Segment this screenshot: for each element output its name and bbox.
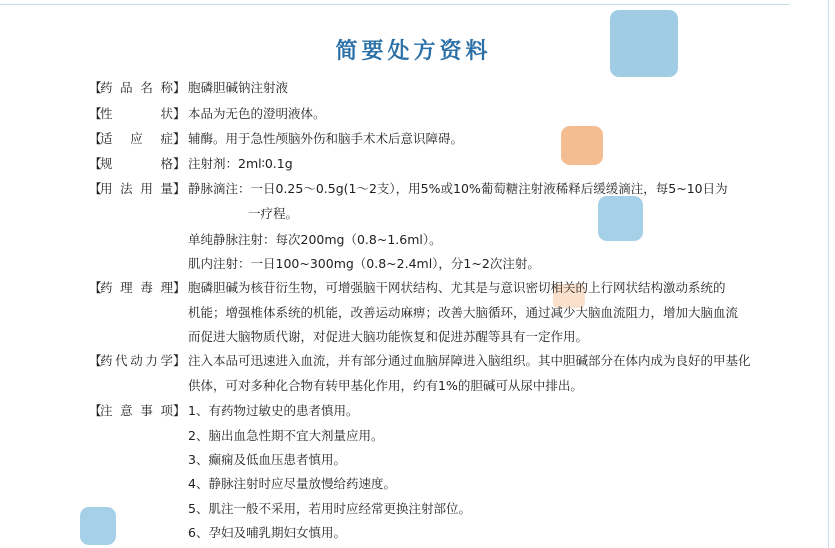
precaution-item: 4、静脉注射时应尽量放慢给药速度。: [188, 476, 396, 491]
decorative-blue-square: [80, 507, 116, 545]
document-title: 简要处方资料: [335, 39, 492, 64]
usage-line: 肌内注射：一日100~300mg（0.8~2.4ml），分1~2次注射。: [188, 256, 540, 271]
usage-line: 单纯静脉注射：每次200mg（0.8~1.6ml）。: [188, 232, 442, 247]
precaution-item: 6、孕妇及哺乳期妇女慎用。: [188, 525, 346, 540]
decorative-orange-square: [561, 126, 603, 165]
pharmacokinetics-line: 注入本品可迅速进入血流，并有部分通过血脑屏障进入脑组织。其中胆碱部分在体内成为良好的甲基化: [188, 353, 751, 368]
field-value-spec: 注射剂：2ml∶0.1g: [188, 156, 293, 171]
field-value-appearance: 本品为无色的澄明液体。: [188, 106, 326, 121]
field-value-indication: 辅酶。用于急性颅脑外伤和脑手术术后意识障碍。: [188, 131, 464, 146]
precaution-item: 3、癫痫及低血压患者慎用。: [188, 452, 346, 467]
usage-line: 一疗程。: [248, 206, 299, 221]
usage-line: 静脉滴注：一日0.25～0.5g(1～2支），用5%或10%葡萄糖注射液稀释后缓缓滴注，每5~10日为: [188, 181, 728, 196]
pharmacokinetics-line: 供体，可对多种化合物有转甲基化作用，约有1%的胆碱可从尿中排出。: [188, 378, 583, 393]
pharmacology-line: 胞磷胆碱为核苷衍生物，可增强脑干网状结构、尤其是与意识密切相关的上行网状结构激动系统的: [188, 280, 726, 295]
field-value-drug-name: 胞磷胆碱钠注射液: [188, 80, 289, 95]
pharmacology-line: 而促进大脑物质代谢，对促进大脑功能恢复和促进苏醒等具有一定作用。: [188, 329, 589, 344]
precaution-item: 5、肌注一般不采用，若用时应经常更换注射部位。: [188, 501, 471, 516]
page-border-top: [0, 4, 790, 5]
precaution-item: 1、有药物过敏史的患者慎用。: [188, 403, 359, 418]
precaution-item: 2、脑出血急性期不宜大剂量应用。: [188, 428, 384, 443]
page-border-right: [828, 0, 829, 548]
decorative-blue-square: [598, 196, 643, 241]
document-page: 简要处方资料 【 药品名称 】 胞磷胆碱钠注射液 【 性状 】 本品为无色的澄明液体。 【 适应症 】 辅酶。用于急性颅脑外伤和脑手术术后意识障碍。 【 规格 】 注射剂：2ml∶0.1g 【 用法用量 】 静脉滴注：一日0.25～0.5g(1～2支），用5%或10%葡萄糖注射液稀释后缓缓滴注，每5~10日为 一疗程。 单纯静脉注射：每次200mg（0.8~1.6ml）。 肌内注射：一日100~300mg（0.8~2.4ml），分1~2次注射。 【 药理毒理 】 胞磷胆碱为核苷衍生物，可增强脑干网状结构、尤其是与意识密切相关的上行网状结构激动系统的 机能；增强椎体系统的机能，改善运动麻痹；改善大脑循环，通过减少大脑血流阻力，增加大脑血流 而促进大脑物质代谢，对促进大脑功能恢复和促进苏醒等具有一定作用。 【 药代动力学 】 注入本品可迅速进入血流，并有部分通过血脑屏障进入脑组织。其中胆碱部分在体内成为良好的甲基化 供体，可对多种化合物有转甲基化作用，约有1%的胆碱可从尿中排出。 【 注意事项 】 1、有药物过敏史的患者慎用。 2、脑出血急性期不宜大剂量应用。 3、癫痫及低血压患者慎用。 4、静脉注射时应尽量放慢给药速度。 5、肌注一般不采用，若用时应经常更换注射部位。 6、孕妇及哺乳期妇女慎用。: [0, 0, 835, 548]
pharmacology-line: 机能；增强椎体系统的机能，改善运动麻痹；改善大脑循环，通过减少大脑血流阻力，增加大脑血流: [188, 305, 739, 320]
